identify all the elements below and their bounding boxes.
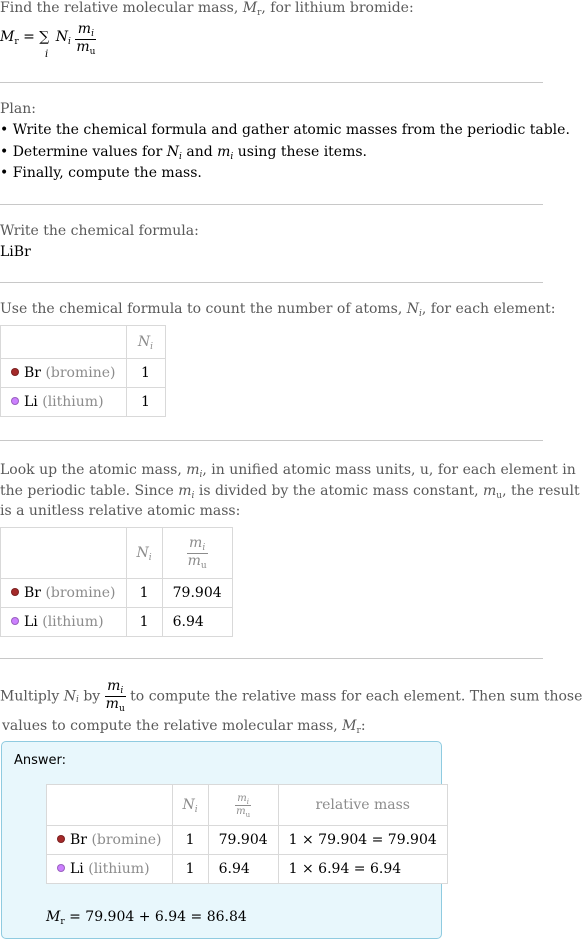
relative-mass-table (46, 784, 448, 884)
mass-section-line-2: the periodic table. Since $m_i$ is divided by the atomic mass constant, $m_u$, the result (0, 483, 580, 501)
plan-step-2: • Determine values for $N_i$ and $m_i$ using these items. (0, 144, 368, 162)
chemical-formula: LiBr (0, 244, 31, 260)
table-row: Br (bromine) 1 79.904 (1, 579, 233, 608)
element-color-dot (11, 588, 19, 596)
formula-section-title: Write the chemical formula: (0, 223, 199, 239)
table-row: Li (lithium) 1 6.94 1 × 6.94 = 6.94 (47, 855, 448, 884)
answer-label: Answer: (14, 753, 67, 768)
plan-step-1: • Write the chemical formula and gather atomic masses from the periodic table. (0, 122, 570, 138)
atomic-mass-table (0, 527, 233, 637)
divider (0, 282, 543, 283)
element-color-dot (11, 368, 19, 376)
answer-box (1, 741, 442, 939)
intro-line: Find the relative molecular mass, $M_r$, for lithium bromide: (0, 0, 414, 18)
final-result: $M_r = 79.904 + 6.94 = 86.84$ (46, 909, 247, 927)
element-color-dot (11, 397, 19, 405)
table-row: Li (lithium) 1 6.94 (1, 608, 233, 637)
column-header-relative-mass: relative mass (278, 785, 447, 826)
element-color-dot (57, 835, 65, 843)
multiply-section-line-1: Multiply $N_i$ by $\frac{m_i}{m_u}$ to compute the relative mass for each element. Then sum those (0, 678, 582, 714)
column-header-mass-ratio: $\frac{m_i}{m_u}$ (208, 785, 278, 826)
divider (0, 82, 543, 83)
column-header-count: $N_i$ (172, 785, 208, 826)
divider (0, 440, 543, 441)
table-row: Br (bromine) 1 79.904 1 × 79.904 = 79.904 (47, 826, 448, 855)
molecular-mass-formula: $M_r$ = ∑ i $N_i$ $\frac{m_i}{m_u}$ (0, 21, 96, 60)
table-row: Li (lithium) 1 (1, 388, 166, 417)
table-row: Br (bromine) 1 (1, 359, 166, 388)
divider (0, 204, 543, 205)
element-color-dot (11, 617, 19, 625)
mass-section-line-3: is a unitless relative atomic mass: (0, 503, 241, 519)
plan-step-3: • Finally, compute the mass. (0, 165, 202, 181)
plan-title: Plan: (0, 101, 36, 117)
element-color-dot (57, 864, 65, 872)
column-header-count: $N_i$ (126, 326, 165, 359)
divider (0, 658, 543, 659)
count-section-text: Use the chemical formula to count the number of atoms, $N_i$, for each element: (0, 301, 556, 319)
multiply-section-line-2: values to compute the relative molecular mass, $M_r$: (2, 718, 366, 736)
mass-section-line-1: Look up the atomic mass, $m_i$, in unified atomic mass units, u, for each element in (0, 462, 576, 480)
atom-count-table (0, 325, 166, 417)
column-header-mass-ratio: $\frac{m_i}{m_u}$ (162, 528, 232, 579)
mass-ratio-fraction: $\frac{m_i}{m_u}$ (76, 21, 96, 57)
column-header-count: $N_i$ (126, 528, 162, 579)
